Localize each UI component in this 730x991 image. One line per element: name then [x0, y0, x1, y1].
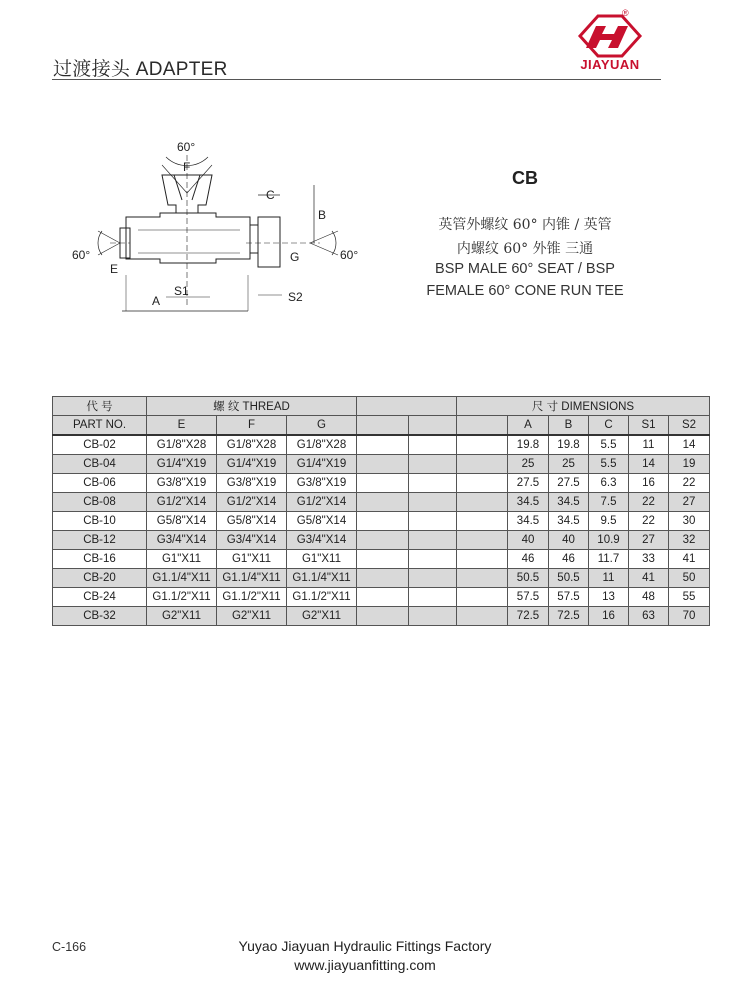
- table-row: [53, 474, 710, 493]
- cell-thread-f: G1.1/2"X11: [217, 588, 287, 607]
- cell-blank: [457, 550, 508, 569]
- cell-dim-c: 10.9: [589, 531, 629, 550]
- product-code: CB: [512, 168, 538, 188]
- cell-dim-s1: 27: [629, 531, 669, 550]
- cell-blank: [357, 493, 409, 512]
- cell-dim-s2: 30: [669, 512, 710, 531]
- cell-part-no: CB-04: [53, 455, 147, 474]
- cell-part-no: CB-24: [53, 588, 147, 607]
- cell-thread-g: G3/4"X14: [287, 531, 357, 550]
- cell-blank: [357, 455, 409, 474]
- cell-blank: [409, 550, 457, 569]
- cell-dim-b: 40: [549, 531, 589, 550]
- cell-thread-e: G1/2"X14: [147, 493, 217, 512]
- cell-blank: [457, 474, 508, 493]
- cell-dim-c: 16: [589, 607, 629, 626]
- cell-thread-e: G2"X11: [147, 607, 217, 626]
- dim-label-b: B: [318, 208, 327, 222]
- cell-dim-s1: 14: [629, 455, 669, 474]
- cell-part-no: CB-32: [53, 607, 147, 626]
- page-title: 过渡接头 ADAPTER: [53, 59, 228, 80]
- cell-dim-a: 34.5: [508, 493, 549, 512]
- angle-label-right: 60°: [340, 248, 359, 262]
- cell-part-no: CB-06: [53, 474, 147, 493]
- header-f: F: [217, 416, 287, 436]
- cell-blank: [409, 455, 457, 474]
- cell-dim-s2: 55: [669, 588, 710, 607]
- cell-blank: [357, 512, 409, 531]
- dim-label-c: C: [266, 188, 275, 202]
- cell-dim-s1: 63: [629, 607, 669, 626]
- cell-dim-s2: 19: [669, 455, 710, 474]
- cell-dim-a: 25: [508, 455, 549, 474]
- cell-dim-c: 11: [589, 569, 629, 588]
- cell-thread-e: G3/4"X14: [147, 531, 217, 550]
- spec-table: [52, 396, 710, 626]
- cell-thread-e: G1/8"X28: [147, 435, 217, 455]
- cell-dim-a: 46: [508, 550, 549, 569]
- cell-part-no: CB-12: [53, 531, 147, 550]
- cell-thread-g: G1/2"X14: [287, 493, 357, 512]
- cell-dim-s1: 11: [629, 435, 669, 455]
- cell-dim-b: 27.5: [549, 474, 589, 493]
- cell-blank: [457, 531, 508, 550]
- cell-part-no: CB-16: [53, 550, 147, 569]
- cell-thread-f: G5/8"X14: [217, 512, 287, 531]
- cell-thread-e: G1"X11: [147, 550, 217, 569]
- cell-thread-f: G2"X11: [217, 607, 287, 626]
- angle-label-top: 60°: [177, 140, 196, 154]
- cell-dim-c: 7.5: [589, 493, 629, 512]
- cell-blank: [357, 607, 409, 626]
- header-blank-group: [357, 397, 457, 416]
- table-row: [53, 607, 710, 626]
- dim-label-g: G: [290, 250, 300, 264]
- cell-thread-e: G1.1/4"X11: [147, 569, 217, 588]
- cell-dim-c: 9.5: [589, 512, 629, 531]
- table-row: [53, 588, 710, 607]
- cell-dim-b: 34.5: [549, 512, 589, 531]
- table-group-header: [53, 397, 710, 416]
- table-row: [53, 531, 710, 550]
- header-e: E: [147, 416, 217, 436]
- table-column-header: [53, 416, 710, 436]
- cell-blank: [409, 569, 457, 588]
- header-blank: [457, 416, 508, 436]
- cell-blank: [409, 607, 457, 626]
- cell-dim-s1: 22: [629, 512, 669, 531]
- cell-dim-c: 5.5: [589, 435, 629, 455]
- table-row: [53, 550, 710, 569]
- cell-blank: [357, 435, 409, 455]
- cell-thread-e: G3/8"X19: [147, 474, 217, 493]
- cell-dim-b: 50.5: [549, 569, 589, 588]
- description-en-line1: BSP MALE 60° SEAT / BSP: [435, 261, 615, 277]
- cell-part-no: CB-10: [53, 512, 147, 531]
- cell-blank: [409, 531, 457, 550]
- website-url: www.jiayuanfitting.com: [294, 957, 436, 973]
- header-blank: [357, 416, 409, 436]
- description-en-line2: FEMALE 60° CONE RUN TEE: [426, 283, 624, 299]
- cell-thread-g: G1.1/4"X11: [287, 569, 357, 588]
- header-dimensions-group: 尺 寸 DIMENSIONS: [457, 397, 710, 416]
- cell-blank: [409, 588, 457, 607]
- cell-dim-c: 5.5: [589, 455, 629, 474]
- cell-thread-g: G2"X11: [287, 607, 357, 626]
- cell-dim-s1: 33: [629, 550, 669, 569]
- cell-blank: [409, 493, 457, 512]
- dim-label-s2: S2: [288, 290, 303, 304]
- cell-thread-g: G3/8"X19: [287, 474, 357, 493]
- table-row: [53, 493, 710, 512]
- header-s1: S1: [629, 416, 669, 436]
- header-g: G: [287, 416, 357, 436]
- cell-part-no: CB-20: [53, 569, 147, 588]
- cell-dim-a: 34.5: [508, 512, 549, 531]
- table-row: [53, 435, 710, 455]
- header-divider: [52, 79, 661, 80]
- cell-dim-b: 57.5: [549, 588, 589, 607]
- cell-dim-s2: 50: [669, 569, 710, 588]
- cell-blank: [409, 435, 457, 455]
- cell-dim-a: 19.8: [508, 435, 549, 455]
- header-s2: S2: [669, 416, 710, 436]
- table-row: [53, 569, 710, 588]
- page-number: C-166: [52, 940, 87, 954]
- registered-mark: ®: [622, 8, 629, 18]
- cell-dim-a: 57.5: [508, 588, 549, 607]
- header-thread-group: 螺 纹 THREAD: [147, 397, 357, 416]
- cell-dim-s2: 41: [669, 550, 710, 569]
- cell-blank: [357, 588, 409, 607]
- cell-dim-b: 46: [549, 550, 589, 569]
- cell-dim-b: 25: [549, 455, 589, 474]
- cell-dim-b: 34.5: [549, 493, 589, 512]
- cell-dim-s2: 14: [669, 435, 710, 455]
- cell-dim-s1: 22: [629, 493, 669, 512]
- cell-dim-c: 6.3: [589, 474, 629, 493]
- cell-thread-g: G1/8"X28: [287, 435, 357, 455]
- cell-blank: [457, 455, 508, 474]
- cell-blank: [457, 512, 508, 531]
- dim-label-a: A: [152, 294, 161, 308]
- cell-thread-f: G1/2"X14: [217, 493, 287, 512]
- cell-thread-f: G3/8"X19: [217, 474, 287, 493]
- cell-thread-f: G1/4"X19: [217, 455, 287, 474]
- cell-thread-e: G5/8"X14: [147, 512, 217, 531]
- cell-blank: [457, 435, 508, 455]
- cell-dim-s2: 27: [669, 493, 710, 512]
- company-name: Yuyao Jiayuan Hydraulic Fittings Factory: [238, 938, 492, 954]
- cell-thread-f: G1/8"X28: [217, 435, 287, 455]
- cell-dim-c: 13: [589, 588, 629, 607]
- cell-dim-c: 11.7: [589, 550, 629, 569]
- cell-thread-g: G5/8"X14: [287, 512, 357, 531]
- cell-dim-s2: 32: [669, 531, 710, 550]
- cell-blank: [357, 550, 409, 569]
- cell-thread-g: G1.1/2"X11: [287, 588, 357, 607]
- cell-thread-e: G1.1/2"X11: [147, 588, 217, 607]
- cell-dim-a: 27.5: [508, 474, 549, 493]
- cell-part-no: CB-02: [53, 435, 147, 455]
- cell-blank: [457, 588, 508, 607]
- cell-thread-g: G1"X11: [287, 550, 357, 569]
- header-part-no: PART NO.: [53, 416, 147, 436]
- technical-drawing: [70, 135, 370, 315]
- table-row: [53, 455, 710, 474]
- cell-blank: [357, 531, 409, 550]
- header-part-group: 代 号: [53, 397, 147, 416]
- cell-thread-g: G1/4"X19: [287, 455, 357, 474]
- cell-thread-f: G1.1/4"X11: [217, 569, 287, 588]
- header-blank: [409, 416, 457, 436]
- cell-thread-f: G1"X11: [217, 550, 287, 569]
- cell-blank: [457, 493, 508, 512]
- header-b: B: [549, 416, 589, 436]
- cell-blank: [357, 474, 409, 493]
- cell-dim-a: 72.5: [508, 607, 549, 626]
- cell-dim-a: 50.5: [508, 569, 549, 588]
- cell-part-no: CB-08: [53, 493, 147, 512]
- cell-dim-s2: 22: [669, 474, 710, 493]
- brand-name: JIAYUAN: [580, 57, 640, 72]
- cell-dim-b: 72.5: [549, 607, 589, 626]
- angle-label-left: 60°: [72, 248, 91, 262]
- table-row: [53, 512, 710, 531]
- cell-dim-b: 19.8: [549, 435, 589, 455]
- cell-blank: [457, 607, 508, 626]
- cell-dim-s1: 48: [629, 588, 669, 607]
- cell-thread-f: G3/4"X14: [217, 531, 287, 550]
- cell-dim-s1: 41: [629, 569, 669, 588]
- cell-blank: [357, 569, 409, 588]
- header-c: C: [589, 416, 629, 436]
- cell-blank: [409, 474, 457, 493]
- description-cn-line1: 英管外螺纹 60° 内锥 / 英管: [438, 217, 612, 233]
- description-cn-line2: 内螺纹 60° 外锥 三通: [456, 241, 594, 257]
- cell-blank: [457, 569, 508, 588]
- dim-label-e: E: [110, 262, 119, 276]
- cell-dim-a: 40: [508, 531, 549, 550]
- dim-label-f: F: [183, 160, 191, 174]
- header-a: A: [508, 416, 549, 436]
- cell-dim-s1: 16: [629, 474, 669, 493]
- cell-blank: [409, 512, 457, 531]
- cell-dim-s2: 70: [669, 607, 710, 626]
- cell-thread-e: G1/4"X19: [147, 455, 217, 474]
- dim-label-s1: S1: [174, 284, 189, 298]
